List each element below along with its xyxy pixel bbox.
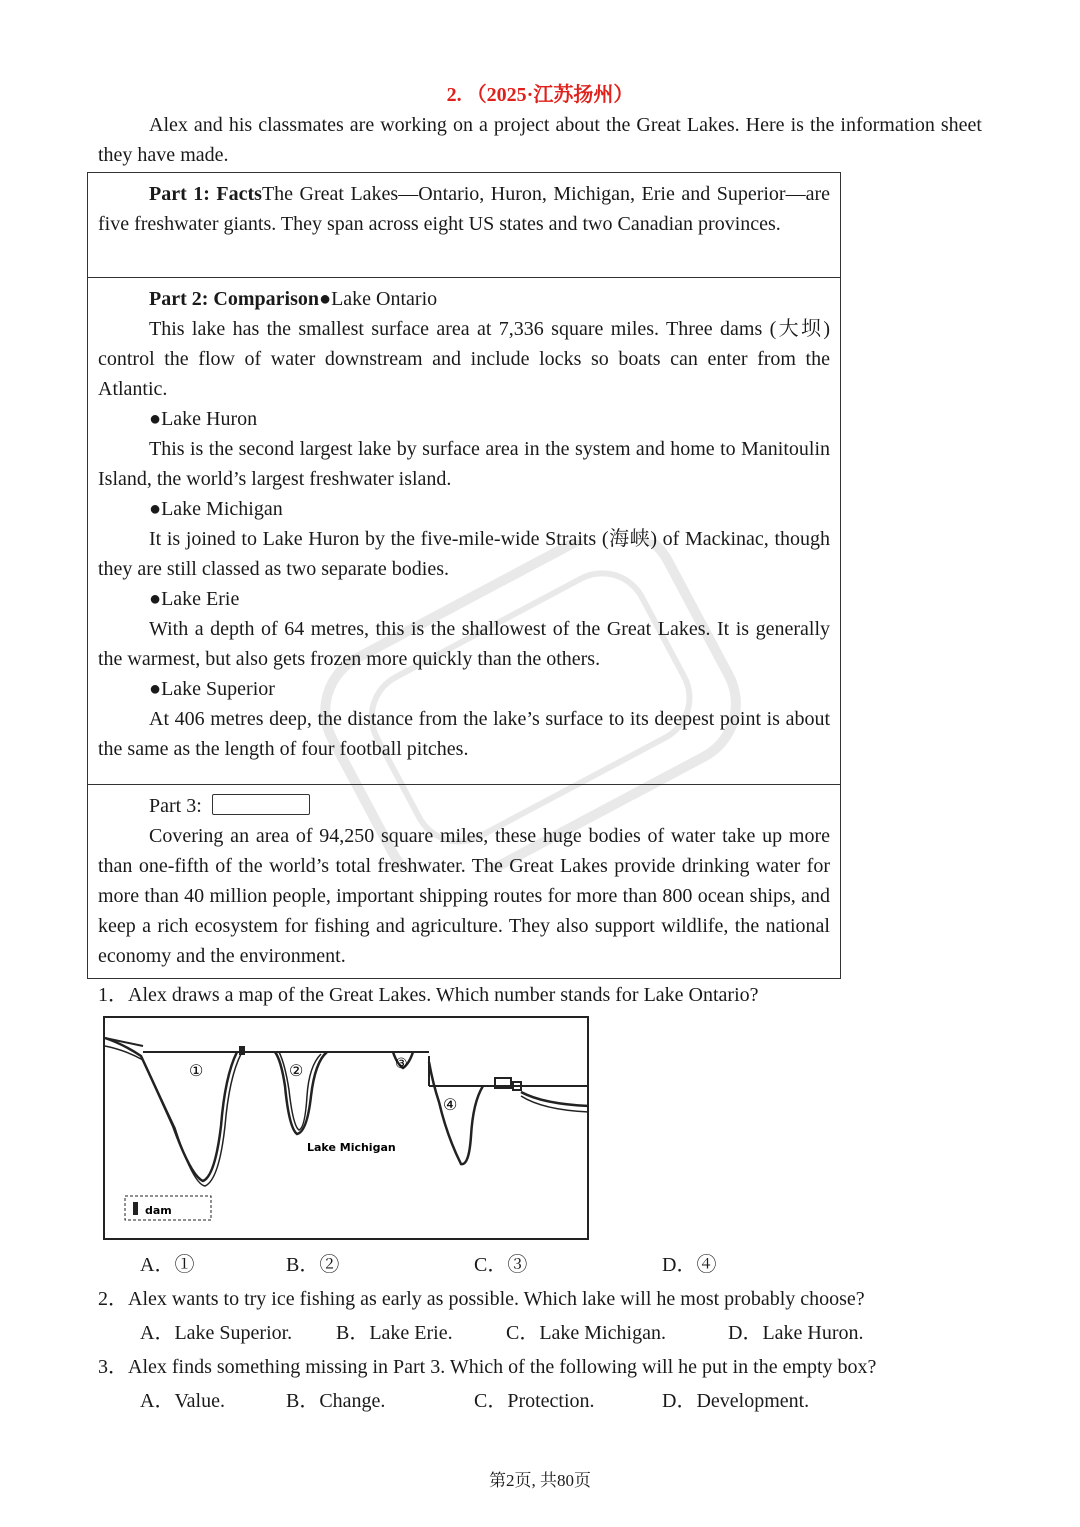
q1-option-c[interactable]: C．③ [474,1254,528,1276]
lake-michigan-name: ●Lake Michigan [149,498,283,520]
part3-heading: Part 3: [149,795,202,817]
lake-erie-text: With a depth of 64 metres, this is the shallowest of the Great Lakes. It is generally the warmest, but also gets frozen more quickly than the others. [98,618,830,670]
question-2-stem: 2．Alex wants to try ice fishing as early as possible. Which lake will he most probably choose? [98,1288,865,1310]
map-legend-text: dam [145,1204,172,1217]
q3-option-d[interactable]: D．Development. [662,1390,810,1412]
part2-heading-line [98,284,830,314]
q1-option-a[interactable]: A．① [140,1254,195,1276]
dam-legend-icon [133,1202,138,1215]
lake-superior-text: At 406 metres deep, the distance from the lake’s surface to its deepest point is about the same as the length of four football pitches. [98,708,830,760]
part3-heading-line [98,791,830,821]
part2-heading: Part 2: Comparison [149,288,319,310]
dam-marker-1 [239,1046,245,1055]
part2-box [87,277,841,785]
map-label-1: ① [189,1061,204,1080]
lake-erie-name: ●Lake Erie [149,588,240,610]
q3-option-b[interactable]: B．Change. [286,1390,386,1412]
part3-text: Covering an area of 94,250 square miles, these huge bodies of water take up more than one-fifth of the world’s total freshwater. The Great Lakes provide drinking water for more than 40 million people, important shipping routes for more than 800 ocean ships, and keep a rich ecosystem for fishing and agriculture. They also support wildlife, the national economy and the environment. [98,825,830,967]
intro-paragraph: Alex and his classmates are working on a project about the Great Lakes. Here is the information sheet they have made. [98,114,982,166]
page-title: 2. （2025·江苏扬州） [446,84,634,106]
map-label-4: ④ [443,1095,458,1114]
q2-option-b[interactable]: B．Lake Erie. [336,1322,453,1344]
lake-michigan-text: It is joined to Lake Huron by the five-mile-wide Straits (海峡) of Mackinac, though they are still classed as two separate bodies. [98,528,830,580]
great-lakes-profile-map [103,1016,589,1240]
lake-ontario-name: ●Lake Ontario [318,288,438,310]
map-label-2: ② [289,1061,304,1080]
lake-huron-text: This is the second largest lake by surface area in the system and home to Manitoulin Island, the world’s largest freshwater island. [98,438,830,490]
question-3-stem: 3．Alex finds something missing in Part 3. Which of the following will he put in the empty box? [98,1356,877,1378]
q2-option-d[interactable]: D．Lake Huron. [728,1322,864,1344]
lake-superior-name: ●Lake Superior [149,678,275,700]
q1-option-b[interactable]: B．② [286,1254,340,1276]
map-label-3: ③ [395,1056,408,1072]
q3-option-a[interactable]: A．Value. [140,1390,225,1412]
empty-answer-box [212,794,310,815]
lake-ontario-text: This lake has the smallest surface area at 7,336 square miles. Three dams (大坝) control the flow of water downstream and include locks so boats can enter from the Atlantic. [98,318,830,400]
part1-heading: Part 1: Facts [149,183,262,205]
part1-text: The Great Lakes—Ontario, Huron, Michigan, Erie and Superior—are five freshwater giants. They span across eight US states and two Canadian provinces. [98,183,831,235]
part3-box [87,784,841,979]
q1-option-d[interactable]: D．④ [662,1254,717,1276]
q2-option-a[interactable]: A．Lake Superior. [140,1322,293,1344]
lake-michigan-map-label: Lake Michigan [307,1141,396,1154]
part1-box [87,172,841,278]
page-footer: 第2页, 共80页 [489,1471,591,1490]
lake-huron-name: ●Lake Huron [149,408,258,430]
question-1-stem: 1．Alex draws a map of the Great Lakes. Which number stands for Lake Ontario? [98,984,759,1006]
part1-paragraph [98,179,830,239]
q2-option-c[interactable]: C．Lake Michigan. [506,1322,666,1344]
q3-option-c[interactable]: C．Protection. [474,1390,595,1412]
